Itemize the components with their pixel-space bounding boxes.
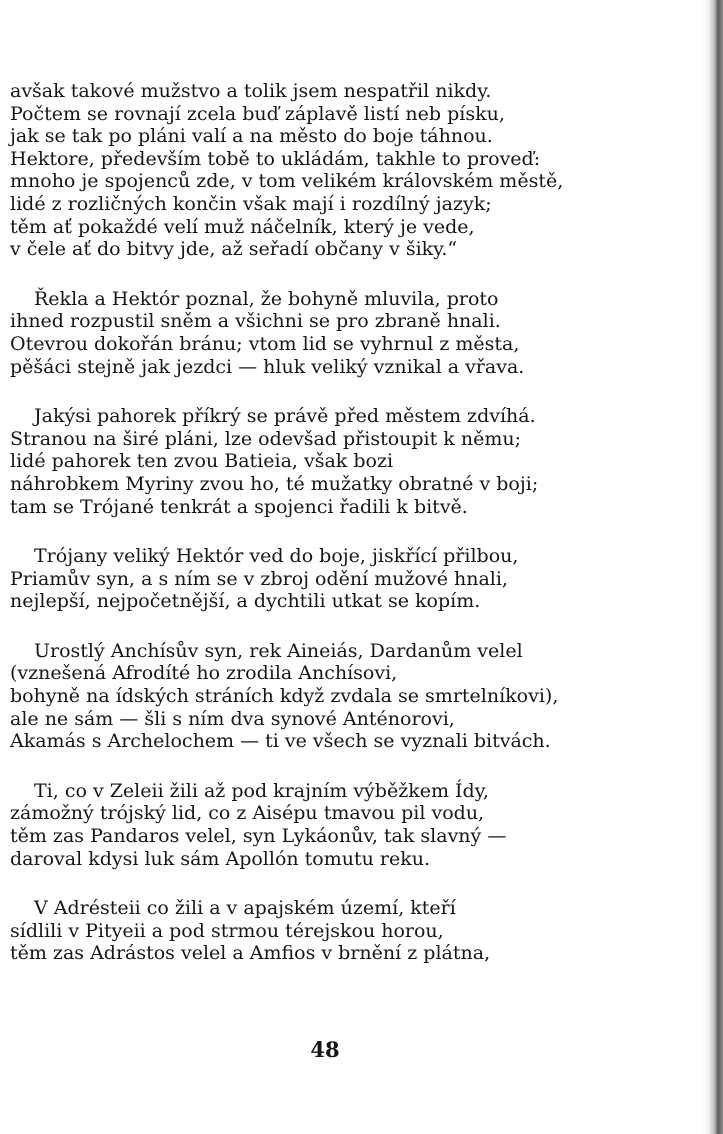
verse-line: ale ne sám — šli s ním dva synové Anténorovi,	[10, 707, 455, 730]
verse-line: Urostlý Anchísův syn, rek Aineiás, Dardanům velel	[34, 639, 523, 662]
verse-line: náhrobkem Myriny zvou ho, té mužatky obratné v boji;	[10, 472, 539, 495]
verse-line: těm ať pokaždé velí muž náčelník, který je vede,	[10, 215, 475, 238]
verse-line: lidé z rozličných končin však mají i rozdílný jazyk;	[10, 192, 492, 215]
stanza	[10, 545, 690, 613]
verse-line: Řekla a Hektór poznal, že bohyně mluvila, proto	[34, 287, 499, 310]
verse-line: lidé pahorek ten zvou Batieia, však bozi	[10, 450, 394, 473]
verse-line: V Adrésteii co žili a v apajském území, kteří	[34, 897, 456, 920]
verse-line: zámožný trójský lid, co z Aisépu tmavou pil vodu,	[10, 802, 485, 825]
stanza	[10, 640, 690, 753]
page-number: 48	[310, 1037, 340, 1062]
stanza	[10, 288, 690, 378]
verse-line: ihned rozpustil sněm a všichni se pro zbraně hnali.	[10, 310, 501, 333]
verse-line: Akamás s Archelochem — ti ve všech se vyznali bitvách.	[10, 730, 551, 753]
verse-line: Ti, co v Zeleii žili až pod krajním výběžkem Ídy,	[34, 779, 489, 802]
stanza	[10, 405, 690, 518]
verse-line: Trójany veliký Hektór ved do boje, jiskřící přilbou,	[34, 545, 519, 568]
verse-line: Stranou na širé pláni, lze odevšad přistoupit k němu;	[10, 427, 521, 450]
verse-line: avšak takové mužstvo a tolik jsem nespatřil nikdy.	[10, 80, 492, 102]
verse-line: tam se Trójané tenkrát a spojenci řadili k bitvě.	[10, 495, 468, 518]
verse-line: mnoho je spojenců zde, v tom velikém královském městě,	[10, 170, 564, 193]
verse-line: Otevrou dokořán bránu; vtom lid se vyhrnul z města,	[10, 332, 520, 355]
page-binding-edge	[701, 0, 723, 1134]
verse-line: Hektore, především tobě to ukládám, takhle to proveď:	[10, 147, 541, 170]
verse-line: bohyně na ídských stráních když zvdala se smrtelníkovi),	[10, 685, 559, 708]
verse-line: nejlepší, nejpočetnější, a dychtili utkat se kopím.	[10, 590, 481, 613]
poem-text	[10, 80, 690, 992]
verse-line: Jakýsi pahorek příkrý se právě před městem zdvíhá.	[34, 405, 536, 428]
verse-line: pěšáci stejně jak jezdci — hluk veliký vznikal a vřava.	[10, 355, 525, 378]
stanza	[10, 80, 690, 261]
verse-line: (vznešená Afrodíté ho zrodila Anchísovi,	[10, 662, 398, 685]
verse-line: těm zas Pandaros velel, syn Lykáonův, tak slavný —	[10, 825, 507, 848]
stanza	[10, 897, 690, 965]
stanza	[10, 780, 690, 870]
verse-line: těm zas Adrástos velel a Amfios v brnění z plátna,	[10, 942, 491, 965]
verse-line: sídlili v Pityeii a pod strmou térejskou horou,	[10, 919, 444, 942]
verse-line: Počtem se rovnají zcela buď záplavě listí neb písku,	[10, 102, 505, 125]
verse-line: daroval kdysi luk sám Apollón tomutu reku.	[10, 847, 431, 870]
verse-line: v čele ať do bitvy jde, až seřadí občany v šiky.“	[10, 238, 458, 261]
verse-line: jak se tak po pláni valí a na město do boje táhnou.	[10, 125, 493, 148]
verse-line: Priamův syn, a s ním se v zbroj odění mužové hnali,	[10, 567, 508, 590]
